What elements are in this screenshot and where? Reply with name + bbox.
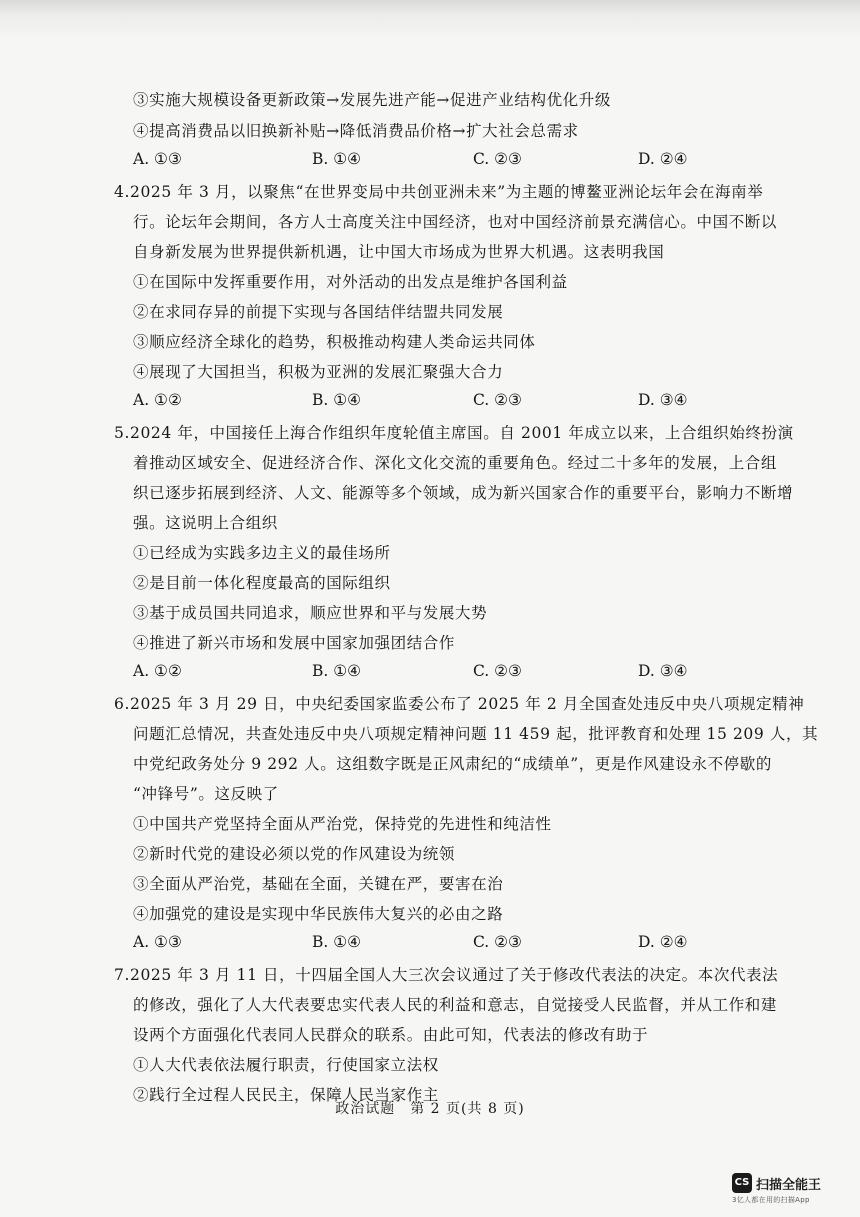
- scanner-watermark: [732, 1173, 842, 1206]
- option-b: B. ①④: [312, 662, 362, 680]
- question-stem: “冲锋号”。这反映了: [133, 785, 279, 803]
- question-stem: 中党纪政务处分 9 292 人。这组数字既是正风肃纪的“成绩单”，更是作风建设永不停歇的: [133, 755, 772, 773]
- question-stem: 5.2024 年，中国接任上海合作组织年度轮值主席国。自 2001 年成立以来，上合组织始终扮演: [114, 424, 794, 442]
- item-text: ②新时代党的建设必须以党的作风建设为统领: [133, 845, 456, 863]
- question-stem: 7.2025 年 3 月 11 日，十四届全国人大三次会议通过了关于修改代表法的决定。本次代表法: [114, 966, 779, 984]
- option-b: B. ①④: [312, 150, 362, 168]
- item-text: ①中国共产党坚持全面从严治党，保持党的先进性和纯洁性: [133, 815, 552, 833]
- option-b: B. ①④: [312, 391, 362, 409]
- question-stem: 问题汇总情况，共查处违反中央八项规定精神问题 11 459 起，批评教育和处理 15 209 人，其: [133, 725, 819, 743]
- item-text: ②在求同存异的前提下实现与各国结伴结盟共同发展: [133, 303, 504, 321]
- scanner-logo-icon: CS: [732, 1173, 752, 1193]
- option-d: D. ③④: [638, 662, 688, 680]
- question-stem: 设两个方面强化代表同人民群众的联系。由此可知，代表法的修改有助于: [133, 1026, 649, 1044]
- question-stem: 着推动区域安全、促进经济合作、深化文化交流的重要角色。经过二十多年的发展，上合组: [133, 454, 778, 472]
- question-stem: 的修改，强化了人大代表要忠实代表人民的利益和意志，自觉接受人民监督，并从工作和建: [133, 996, 778, 1014]
- item-text: ③基于成员国共同追求，顺应世界和平与发展大势: [133, 604, 488, 622]
- option-c: C. ②③: [473, 391, 522, 409]
- option-a: A. ①②: [133, 391, 182, 409]
- option-c: C. ②③: [473, 150, 522, 168]
- page-footer: 政治试题 第 2 页(共 8 页): [335, 1101, 525, 1117]
- item-text: ④加强党的建设是实现中华民族伟大复兴的必由之路: [133, 905, 504, 923]
- item-text: ①人大代表依法履行职责，行使国家立法权: [133, 1056, 439, 1074]
- option-a: A. ①②: [133, 662, 182, 680]
- item-text: ①在国际中发挥重要作用，对外活动的出发点是维护各国利益: [133, 273, 568, 291]
- item-text: ②是目前一体化程度最高的国际组织: [133, 574, 391, 592]
- scanner-tagline: 3亿人都在用的扫描App: [732, 1196, 810, 1204]
- option-c: C. ②③: [473, 933, 522, 951]
- item-text: ③实施大规模设备更新政策→发展先进产能→促进产业结构优化升级: [133, 91, 611, 109]
- item-text: ③全面从严治党，基础在全面，关键在严，要害在治: [133, 875, 504, 893]
- item-text: ①已经成为实践多边主义的最佳场所: [133, 544, 391, 562]
- option-c: C. ②③: [473, 662, 522, 680]
- option-d: D. ③④: [638, 391, 688, 409]
- item-text: ③顺应经济全球化的趋势，积极推动构建人类命运共同体: [133, 333, 536, 351]
- question-stem: 织已逐步拓展到经济、人文、能源等多个领域，成为新兴国家合作的重要平台，影响力不断增: [133, 484, 794, 502]
- option-d: D. ②④: [638, 150, 688, 168]
- item-text: ④展现了大国担当，积极为亚洲的发展汇聚强大合力: [133, 363, 504, 381]
- question-stem: 强。这说明上合组织: [133, 514, 278, 532]
- item-text: ④推进了新兴市场和发展中国家加强团结合作: [133, 634, 456, 652]
- item-text: ④提高消费品以旧换新补贴→降低消费品价格→扩大社会总需求: [133, 122, 579, 140]
- question-stem: 行。论坛年会期间，各方人士高度关注中国经济，也对中国经济前景充满信心。中国不断以: [133, 213, 778, 231]
- option-a: A. ①③: [133, 150, 182, 168]
- question-stem: 6.2025 年 3 月 29 日，中央纪委国家监委公布了 2025 年 2 月全国查处违反中央八项规定精神: [114, 695, 805, 713]
- option-a: A. ①③: [133, 933, 182, 951]
- question-stem: 自身新发展为世界提供新机遇，让中国大市场成为世界大机遇。这表明我国: [133, 243, 665, 261]
- item-text-2: ②践行全过程人民民主，保障人民当家作主: [133, 1086, 439, 1104]
- scanner-brand: 扫描全能王: [756, 1177, 822, 1193]
- option-d: D. ②④: [638, 933, 688, 951]
- question-stem: 4.2025 年 3 月，以聚焦“在世界变局中共创亚洲未来”为主题的博鳌亚洲论坛年会在海南举: [114, 183, 764, 201]
- option-b: B. ①④: [312, 933, 362, 951]
